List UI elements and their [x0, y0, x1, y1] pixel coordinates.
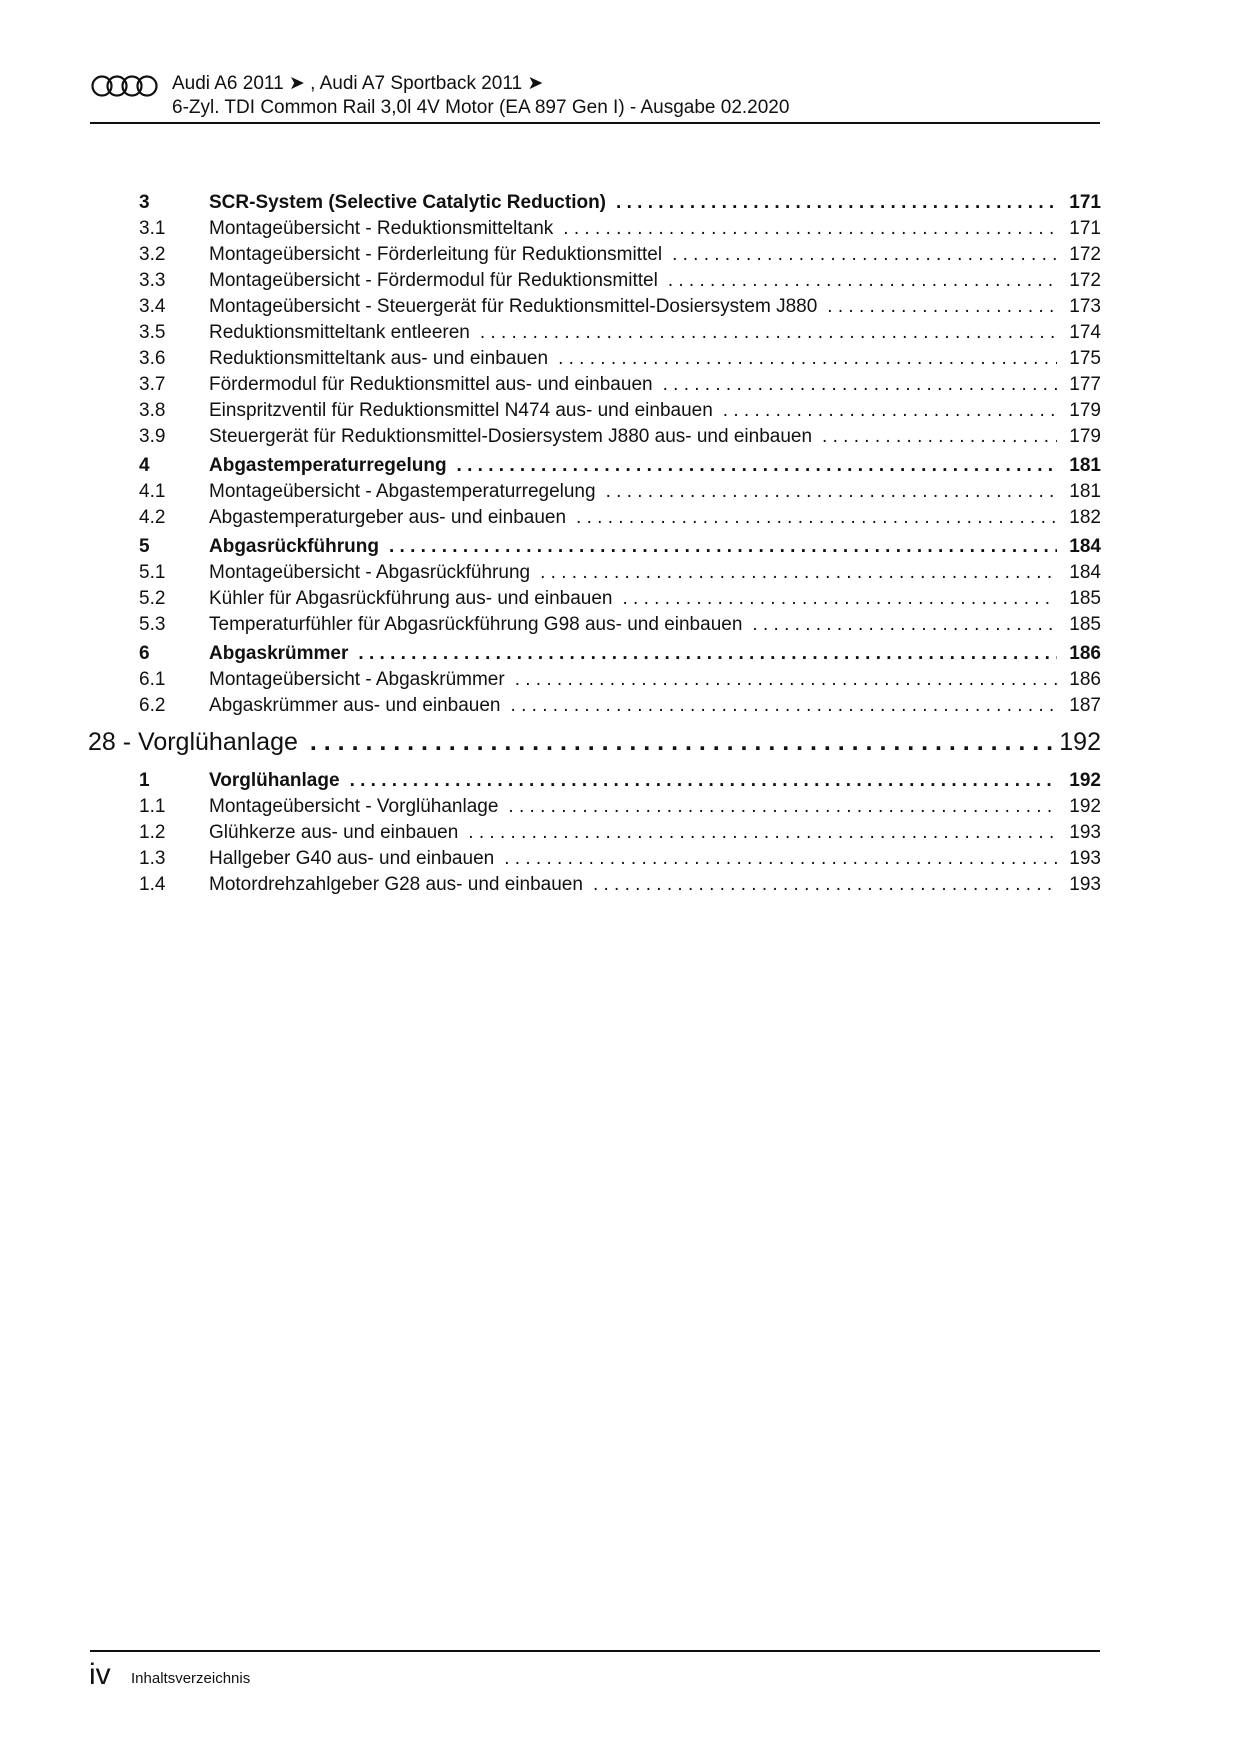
toc-entry-title[interactable]: Abgaskrümmer — [209, 643, 349, 664]
toc-entry-number: 1.2 — [139, 822, 166, 843]
toc-entry[interactable] — [139, 426, 1101, 452]
toc-entry-title[interactable]: Montageübersicht - Förderleitung für Reduktionsmittel — [209, 244, 663, 265]
toc-entry[interactable] — [139, 643, 1101, 669]
dot-leader — [563, 218, 1057, 240]
toc-entry-title[interactable]: Abgasrückführung — [209, 536, 379, 557]
toc-entry-number: 4.1 — [139, 481, 166, 502]
toc-entry[interactable] — [139, 218, 1101, 244]
dot-leader — [672, 244, 1057, 266]
toc-entry-page: 177 — [1069, 374, 1101, 395]
toc-entry-page: 187 — [1069, 695, 1101, 716]
toc-entry-number: 1.4 — [139, 874, 166, 895]
toc-entry-number: 3.7 — [139, 374, 166, 395]
toc-entry-number: 6 — [139, 643, 150, 664]
toc-entry[interactable] — [139, 192, 1101, 218]
toc-entry[interactable] — [139, 822, 1101, 848]
toc-entry-title[interactable]: Kühler für Abgasrückführung aus- und einbauen — [209, 588, 613, 609]
toc-entry-page: 172 — [1069, 270, 1101, 291]
dot-leader — [511, 695, 1057, 717]
toc-entry-title[interactable]: Temperaturfühler für Abgasrückführung G98 aus- und einbauen — [209, 614, 743, 635]
toc-entry-title[interactable]: Montageübersicht - Vorglühanlage — [209, 796, 499, 817]
dot-leader — [723, 400, 1057, 422]
toc-entry-title[interactable]: Reduktionsmitteltank aus- und einbauen — [209, 348, 549, 369]
toc-entry[interactable] — [139, 695, 1101, 721]
dot-leader — [663, 374, 1057, 396]
toc-chapter-title[interactable]: 28 - Vorglühanlage — [88, 728, 298, 756]
toc-entry-page: 193 — [1069, 848, 1101, 869]
toc-entry-title[interactable]: Fördermodul für Reduktionsmittel aus- und einbauen — [209, 374, 653, 395]
dot-leader — [457, 455, 1057, 477]
toc-entry[interactable] — [139, 588, 1101, 614]
dot-leader — [827, 296, 1057, 318]
footer-divider — [90, 1650, 1100, 1652]
toc-entry-page: 171 — [1069, 218, 1101, 239]
toc-entry-number: 3.8 — [139, 400, 166, 421]
toc-entry[interactable] — [139, 400, 1101, 426]
toc-entry-number: 3.4 — [139, 296, 166, 317]
toc-entry[interactable] — [139, 322, 1101, 348]
toc-entry-number: 3 — [139, 192, 150, 213]
toc-entry[interactable] — [139, 874, 1101, 900]
toc-entry[interactable] — [139, 481, 1101, 507]
footer-page-number: iv — [89, 1658, 111, 1691]
toc-entry-page: 192 — [1069, 770, 1101, 791]
dot-leader — [593, 874, 1057, 896]
dot-leader — [358, 643, 1057, 665]
toc-entry-page: 173 — [1069, 296, 1101, 317]
toc-entry-title[interactable]: Montageübersicht - Abgaskrümmer — [209, 669, 505, 690]
toc-entry[interactable] — [139, 770, 1101, 796]
dot-leader — [389, 536, 1057, 558]
toc-entry-number: 3.2 — [139, 244, 166, 265]
toc-entry-title[interactable]: Montageübersicht - Abgasrückführung — [209, 562, 531, 583]
toc-entry[interactable] — [139, 669, 1101, 695]
toc-entry-title[interactable]: Montageübersicht - Fördermodul für Reduktionsmittel — [209, 270, 658, 291]
toc-entry-number: 3.1 — [139, 218, 166, 239]
toc-entry-title[interactable]: Steuergerät für Reduktionsmittel-Dosiersystem J880 aus- und einbauen — [209, 426, 813, 447]
toc-entry-page: 192 — [1069, 796, 1101, 817]
toc-entry[interactable] — [139, 296, 1101, 322]
toc-chapter-page: 192 — [1059, 728, 1101, 756]
toc-entry-number: 3.6 — [139, 348, 166, 369]
dot-leader — [822, 426, 1057, 448]
toc-entry[interactable] — [139, 270, 1101, 296]
toc-entry-number: 3.9 — [139, 426, 166, 447]
dot-leader — [508, 796, 1057, 818]
dot-leader — [468, 822, 1057, 844]
toc-entry-number: 1.3 — [139, 848, 166, 869]
toc-entry-page: 186 — [1069, 643, 1101, 664]
toc-entry-title[interactable]: Hallgeber G40 aus- und einbauen — [209, 848, 495, 869]
header-title-line1: Audi A6 2011 ➤ , Audi A7 Sportback 2011 ➤ — [172, 73, 544, 94]
dot-leader — [515, 669, 1057, 691]
dot-leader — [504, 848, 1057, 870]
dot-leader — [668, 270, 1057, 292]
toc-entry[interactable] — [139, 244, 1101, 270]
dot-leader — [752, 614, 1057, 636]
toc-entry-number: 1.1 — [139, 796, 166, 817]
toc-entry[interactable] — [139, 374, 1101, 400]
toc-entry-page: 185 — [1069, 588, 1101, 609]
toc-entry[interactable] — [139, 455, 1101, 481]
toc-chapter-heading[interactable] — [88, 728, 1101, 762]
toc-entry[interactable] — [139, 614, 1101, 640]
page-header — [90, 70, 1100, 126]
dot-leader — [558, 348, 1057, 370]
toc-entry[interactable] — [139, 348, 1101, 374]
toc-entry[interactable] — [139, 848, 1101, 874]
toc-entry-number: 1 — [139, 770, 150, 791]
toc-entry-number: 5.3 — [139, 614, 166, 635]
toc-entry-title[interactable]: Abgastemperaturgeber aus- und einbauen — [209, 507, 567, 528]
dot-leader — [616, 192, 1057, 214]
toc-entry-page: 185 — [1069, 614, 1101, 635]
dot-leader — [540, 562, 1057, 584]
audi-rings-logo — [90, 74, 160, 98]
toc-entry-page: 193 — [1069, 874, 1101, 895]
toc-entry-title[interactable]: Motordrehzahlgeber G28 aus- und einbauen — [209, 874, 583, 895]
toc-entry-page: 175 — [1069, 348, 1101, 369]
toc-entry-title[interactable]: Montageübersicht - Reduktionsmitteltank — [209, 218, 554, 239]
toc-entry-page: 172 — [1069, 244, 1101, 265]
toc-entry-title[interactable]: Einspritzventil für Reduktionsmittel N474 aus- und einbauen — [209, 400, 713, 421]
toc-entry-page: 181 — [1069, 481, 1101, 502]
toc-entry-page: 184 — [1069, 562, 1101, 583]
toc-entry-number: 4 — [139, 455, 150, 476]
header-title-line2: 6-Zyl. TDI Common Rail 3,0l 4V Motor (EA 897 Gen I) - Ausgabe 02.2020 — [172, 97, 790, 118]
toc-entry-title[interactable]: Vorglühanlage — [209, 770, 340, 791]
toc-entry-number: 5.2 — [139, 588, 166, 609]
toc-entry-title[interactable]: Reduktionsmitteltank entleeren — [209, 322, 470, 343]
toc-entry-page: 186 — [1069, 669, 1101, 690]
footer-label: Inhaltsverzeichnis — [131, 1670, 251, 1687]
toc-entry-page: 182 — [1069, 507, 1101, 528]
toc-entry-title[interactable]: Montageübersicht - Abgastemperaturregelung — [209, 481, 596, 502]
toc-entry-title[interactable]: Montageübersicht - Steuergerät für Reduktionsmittel-Dosiersystem J880 — [209, 296, 818, 317]
toc-entry-number: 3.5 — [139, 322, 166, 343]
toc-entry[interactable] — [139, 562, 1101, 588]
toc-entry-title[interactable]: Glühkerze aus- und einbauen — [209, 822, 459, 843]
dot-leader — [576, 507, 1057, 529]
dot-leader — [350, 770, 1057, 792]
toc-entry-number: 4.2 — [139, 507, 166, 528]
toc-entry[interactable] — [139, 536, 1101, 562]
dot-leader — [606, 481, 1057, 503]
dot-leader — [310, 728, 1053, 757]
toc-entry-page: 174 — [1069, 322, 1101, 343]
toc-entry[interactable] — [139, 796, 1101, 822]
toc-entry-page: 193 — [1069, 822, 1101, 843]
toc-entry-page: 181 — [1069, 455, 1101, 476]
toc-entry-number: 6.2 — [139, 695, 166, 716]
toc-entry-number: 5.1 — [139, 562, 166, 583]
toc-entry-title[interactable]: SCR-System (Selective Catalytic Reduction) — [209, 192, 607, 213]
toc-entry-page: 171 — [1069, 192, 1101, 213]
toc-entry-number: 6.1 — [139, 669, 166, 690]
toc-entry-title[interactable]: Abgaskrümmer aus- und einbauen — [209, 695, 501, 716]
toc-entry-page: 179 — [1069, 426, 1101, 447]
header-divider — [90, 122, 1100, 124]
toc-entry-number: 5 — [139, 536, 150, 557]
toc-entry-title[interactable]: Abgastemperaturregelung — [209, 455, 447, 476]
dot-leader — [623, 588, 1058, 610]
toc-entry[interactable] — [139, 507, 1101, 533]
dot-leader — [480, 322, 1057, 344]
toc-entry-number: 3.3 — [139, 270, 166, 291]
toc-entry-page: 184 — [1069, 536, 1101, 557]
toc-entry-page: 179 — [1069, 400, 1101, 421]
